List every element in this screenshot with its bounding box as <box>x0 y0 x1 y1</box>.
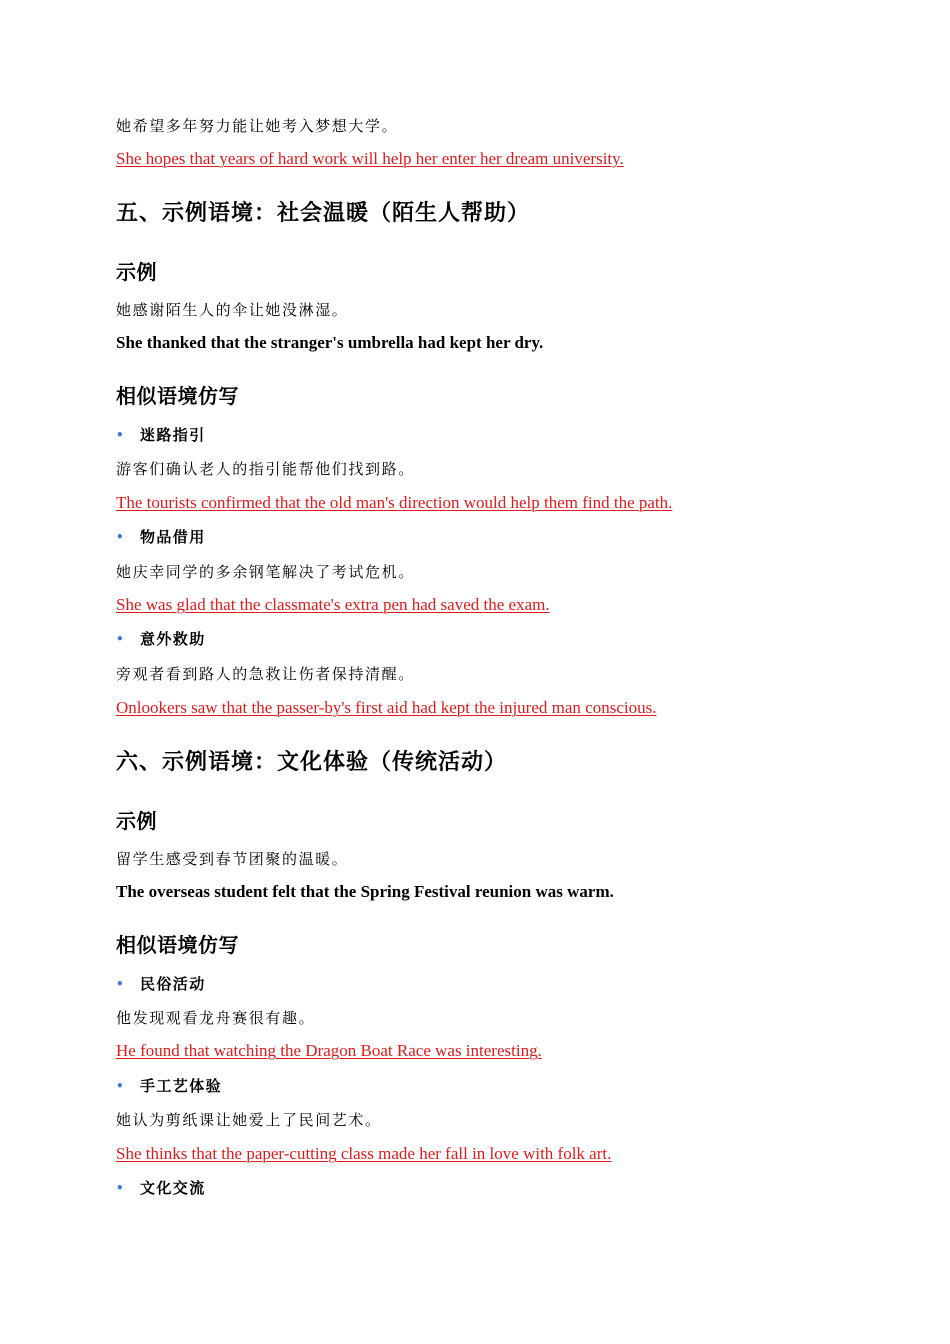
bullet-label: 民俗活动 <box>140 975 206 993</box>
bullet-icon: • <box>116 977 126 991</box>
bullet-icon: • <box>116 530 126 544</box>
bullet-icon: • <box>116 428 126 442</box>
chinese-sentence: 他发现观看龙舟赛很有趣。 <box>116 1009 316 1027</box>
chinese-sentence: 她希望多年努力能让她考入梦想大学。 <box>116 117 399 135</box>
bullet-label: 迷路指引 <box>140 426 206 444</box>
subheading-example: 示例 <box>116 260 157 284</box>
chinese-sentence: 旁观者看到路人的急救让伤者保持清醒。 <box>116 665 415 683</box>
bullet-label: 文化交流 <box>140 1179 206 1197</box>
english-translation: The tourists confirmed that the old man's direction would help them find the path. <box>116 493 673 512</box>
bullet-item <box>116 974 206 994</box>
bullet-label: 手工艺体验 <box>140 1077 223 1095</box>
section-heading-5: 五、示例语境：社会温暖（陌生人帮助） <box>116 201 531 226</box>
subheading-similar-context: 相似语境仿写 <box>116 933 239 957</box>
english-translation: He found that watching the Dragon Boat Race was interesting. <box>116 1041 542 1060</box>
chinese-sentence: 游客们确认老人的指引能帮他们找到路。 <box>116 460 415 478</box>
bullet-label: 物品借用 <box>140 528 206 546</box>
bullet-item <box>116 1076 222 1096</box>
bullet-icon: • <box>116 1181 126 1195</box>
chinese-sentence: 她感谢陌生人的伞让她没淋湿。 <box>116 301 349 319</box>
bullet-item <box>116 1178 206 1198</box>
chinese-sentence: 她认为剪纸课让她爱上了民间艺术。 <box>116 1111 382 1129</box>
bullet-icon: • <box>116 1079 126 1093</box>
subheading-similar-context: 相似语境仿写 <box>116 384 239 408</box>
bullet-item <box>116 629 206 649</box>
english-translation: Onlookers saw that the passer-by's first aid had kept the injured man conscious. <box>116 698 657 717</box>
section-heading-6: 六、示例语境：文化体验（传统活动） <box>116 750 508 775</box>
example-english-sentence: She thanked that the stranger's umbrella had kept her dry. <box>116 333 544 352</box>
subheading-example: 示例 <box>116 809 157 833</box>
bullet-icon: • <box>116 632 126 646</box>
bullet-label: 意外救助 <box>140 630 206 648</box>
bullet-item <box>116 527 206 547</box>
bullet-item <box>116 425 206 445</box>
english-translation: She hopes that years of hard work will help her enter her dream university. <box>116 149 624 168</box>
example-english-sentence: The overseas student felt that the Spring Festival reunion was warm. <box>116 882 614 901</box>
english-translation: She thinks that the paper-cutting class made her fall in love with folk art. <box>116 1144 612 1163</box>
chinese-sentence: 她庆幸同学的多余钢笔解决了考试危机。 <box>116 563 415 581</box>
english-translation: She was glad that the classmate's extra pen had saved the exam. <box>116 595 550 614</box>
chinese-sentence: 留学生感受到春节团聚的温暖。 <box>116 850 349 868</box>
